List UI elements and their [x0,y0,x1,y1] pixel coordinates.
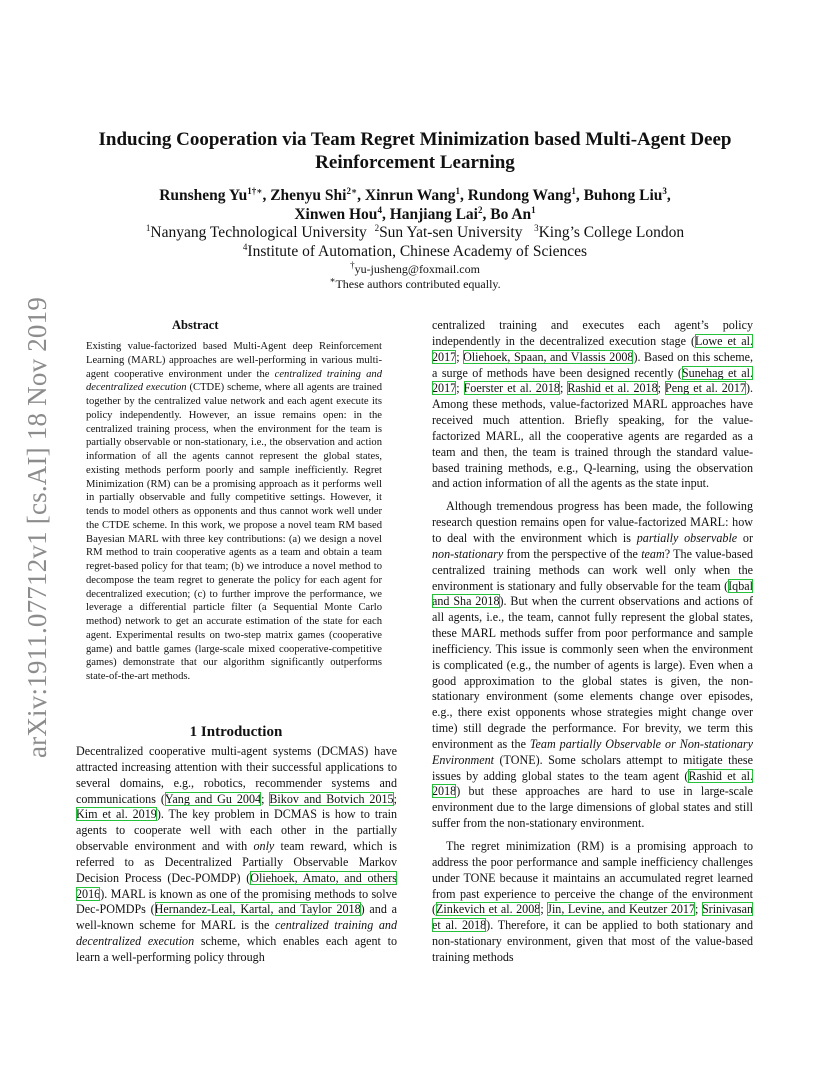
citation-link[interactable]: Iqbal and Sha 2018 [432,578,753,609]
citation-link[interactable]: Rashid et al. 2018 [567,381,658,396]
paragraph: Although tremendous progress has been made, the following research question remains open for value-factorized MARL: how to deal with the environment which is partially observable or non-stationary from the perspective of the team? The value-based centralized training methods can work well only when the environment is stationary and fully observable for the team (Iqbal and Sha 2018). But when the current observations and actions of all agents, i.e., the team, cannot fully represent the global states, these MARL methods suffer from poor performance and sample inefficiency. This issue is commonly seen when the environment is complicated (e.g., the number of agents is large). Even when a good approximation to the global states is given, the non-stationary environment (some elements change over episodes, e.g., there exist opponents whose strategies might change over time) still degrade the performance. For brevity, we term this environment as the Team partially Observable or Non-stationary Environment (TONE). Some scholars attempt to mitigate these issues by adding global states to the team agent (Rashid et al. 2018) but these approaches are hard to use in large-scale environment due to the large dimensions of global states and still suffer from the non-stationary environment. [432,499,753,831]
citation-link[interactable]: Zinkevich et al. 2008 [436,902,541,917]
citation-link[interactable]: Rashid et al. 2018 [432,768,753,799]
citation-link[interactable]: Sunehag et al. 2017 [432,365,753,396]
citation-link[interactable]: Lowe et al. 2017 [432,333,753,364]
paper-title [60,128,770,174]
right-column-text [432,318,753,966]
citation-link[interactable]: Oliehoek, Spaan, and Vlassis 2008 [463,349,634,364]
paragraph: centralized training and executes each agent’s policy independently in the decentralized execution stage (Lowe et al. 2017; Oliehoek, Spaan, and Vlassis 2008). Based on this scheme, a surge of methods have been designed recently (Sunehag et al. 2017; Foerster et al. 2018; Rashid et al. 2018; Peng et al. 2017). Among these methods, value-factorized MARL approaches have received much attention. Briefly speaking, for the value-factorized MARL, all the cooperative agents are regarded as a team and then, the team is trained through the standard value-based training methods, e.g., Q-learning, using the observation and action information of all the agents as the state input. [432,318,754,491]
paper-title-line-2: Reinforcement Learning [315,152,515,173]
left-column-text [76,744,397,966]
paragraph: Decentralized cooperative multi-agent systems (DCMAS) have attracted increasing attention with their successful applications to several domains, e.g., robotics, recommender systems and communications (Yang and Gu 2004; Bikov and Botvich 2015; Kim et al. 2019). The key problem in DCMAS is how to train agents to cooperate well with each other in the partially observable environment and with only team reward, which is referred to as Decentralized Partially Observable Markov Decision Process (Dec-POMDP) (Oliehoek, Amato, and others 2016). MARL is known as one of the promising methods to solve Dec-POMDPs (Hernandez-Leal, Kartal, and Taylor 2018) and a well-known scheme for MARL is the centralized training and decentralized execution scheme, which enables each agent to learn a well-performing policy through [76,744,398,964]
paper-title-line-1: Inducing Cooperation via Team Regret Minimization based Multi-Agent Deep [98,129,732,150]
arxiv-identifier [18,290,58,765]
arxiv-identifier-text: arXiv:1911.07712v1 [cs.AI] 18 Nov 2019 [22,296,53,759]
citation-link[interactable]: Kim et al. 2019 [76,807,157,822]
paragraph: The regret minimization (RM) is a promising approach to address the poor performance and sample inefficiency challenges under TONE because it maintains an accumulated regret learned from past experience to perceive the change of the environment (Zinkevich et al. 2008; Jin, Levine, and Keutzer 2017; Srinivasan et al. 2018). Therefore, it can be applied to both stationary and non-stationary environment, given that most of the value-based training methods [432,839,753,964]
author-list: Runsheng $Yu^{1\dagger∗}$, Zhenyu Shi$^{2∗}$, Xinrun Wang$^1$, Rundong Wang$^1$, Buhong Liu$^3$, Xinwen Hou$^4$, Hanjiang Lai$^2$, Bo An$^1$ [159,185,671,223]
citation-link[interactable]: Hernandez-Leal, Kartal, and Taylor 2018 [154,902,361,917]
citation-link[interactable]: Peng et al. 2017 [665,381,746,396]
citation-link[interactable]: Oliehoek, Amato, and others 2016 [76,870,398,901]
contact-email: †yu-jusheng@foxmail.com [350,260,480,276]
citation-link[interactable]: Bikov and Botvich 2015 [269,791,394,806]
citation-link[interactable]: Yang and Gu 2004 [164,791,262,806]
citation-link[interactable]: Foerster et al. 2018 [463,381,560,396]
affiliations: $^1$Nanyang Technological University $^2$Sun Yat-sen University $^3$King’s College London $^4$Institute of Automation, Chinese Academy of Sciences [145,222,685,260]
citation-link[interactable]: Jin, Levine, and Keutzer 2017 [547,902,696,917]
abstract-body: Existing value-factorized based Multi-Agent deep Reinforcement Learning (MARL) approaches are well-performing in various multi-agent cooperative environment under the centralized training and decentralized execution (CTDE) scheme, where all agents are trained together by the centralized value network and each agent execute its policy independently. However, an issue remains open: in the centralized training process, when the environment for the team is partially observable or non-stationary, i.e., the observation and action information of all the agents cannot represent the global states, existing methods perform poorly and sample inefficiently. Regret Minimization (RM) can be a promising approach as it performs well in partially observable and fully competitive settings. However, it tends to model others as opponents and thus cannot work well under the CTDE scheme. In this work, we propose a novel team RM based Bayesian MARL with three key contributions: (a) we design a novel RM method to train cooperative agents as a team and obtain a team regret-based policy for that team; (b) we introduce a novel method to decompose the team regret to generate the policy for each agent for decentralized execution; (c) to further improve the performance, we leverage a differential particle filter (a Sequential Monte Carlo method) network to get an accurate estimation of the state for each agent. Experimental results on two-step matrix games (cooperative game) and battle games (large-scale mixed cooperative-competitive games) demonstrate that our algorithm significantly outperforms state-of-the-art methods. [86,341,382,682]
citation-link[interactable]: Srinivasan et al. 2018 [432,902,753,933]
section-heading-introduction: 1 Introduction [189,724,283,740]
abstract-heading: Abstract [172,318,219,332]
equal-contribution-note: ∗These authors contributed equally. [329,275,501,291]
